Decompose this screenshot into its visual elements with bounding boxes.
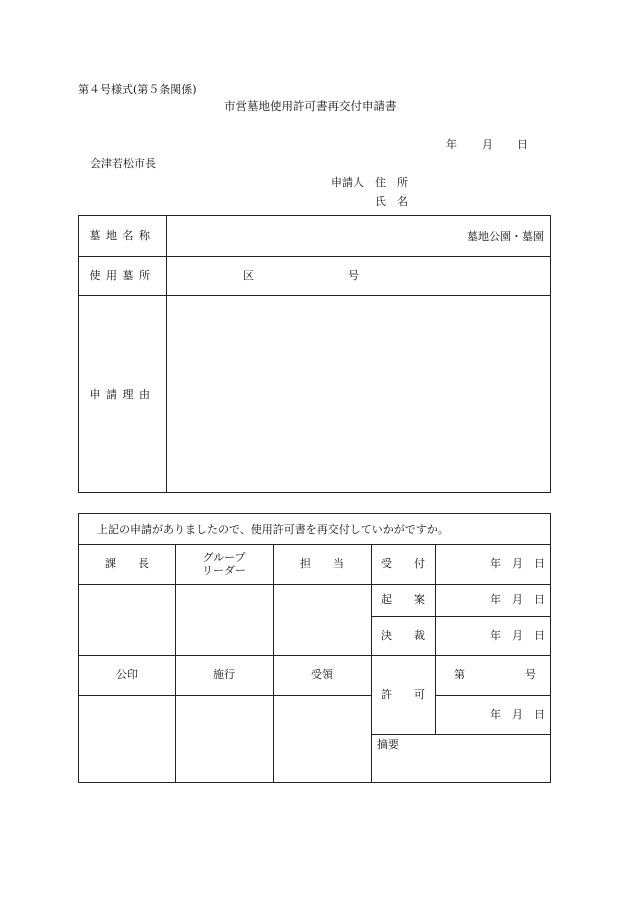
seal-box[interactable] — [79, 696, 175, 783]
decided-date[interactable]: 年 月 日 — [490, 628, 545, 642]
applicant-name-label: 氏 名 — [375, 195, 408, 208]
group-leader-header: グループ リーダー — [202, 550, 246, 577]
receipt-box[interactable] — [274, 696, 371, 783]
date-month: 月 — [482, 138, 493, 151]
drafted-header: 起 案 — [381, 593, 425, 607]
application-table — [78, 215, 551, 493]
applicant-address-label: 住 所 — [375, 176, 408, 189]
reason-label: 申請理由 — [89, 387, 156, 401]
approval-table — [78, 513, 551, 783]
cemetery-name-value: 墓地公園・墓園 — [467, 230, 544, 243]
number-label: 号 — [348, 269, 359, 282]
date-year: 年 — [446, 138, 457, 151]
reason-field[interactable] — [167, 296, 550, 492]
form-number: 第４号様式(第５条関係) — [78, 83, 197, 96]
group-leader-stamp-box[interactable] — [176, 585, 273, 655]
ward-label: 区 — [243, 269, 254, 282]
permit-date[interactable]: 年 月 日 — [490, 707, 545, 721]
addressee: 会津若松市長 — [90, 157, 156, 170]
date-day: 日 — [517, 138, 528, 151]
received-header: 受 付 — [381, 557, 425, 571]
decided-header: 決 裁 — [381, 628, 425, 642]
seal-header: 公印 — [116, 668, 138, 682]
permit-number-suffix: 号 — [525, 668, 536, 681]
applicant-label: 申請人 — [331, 176, 364, 189]
received-date[interactable]: 年 月 日 — [490, 557, 545, 571]
section-chief-header: 課 長 — [105, 557, 149, 571]
location-label: 使用墓所 — [89, 268, 156, 282]
enforcement-box[interactable] — [176, 696, 273, 783]
person-in-charge-stamp-box[interactable] — [274, 585, 371, 655]
drafted-date[interactable]: 年 月 日 — [490, 593, 545, 607]
receipt-header: 受領 — [311, 668, 333, 682]
form-title: 市営墓地使用許可書再交付申請書 — [224, 99, 397, 113]
permit-header: 許 可 — [381, 687, 425, 701]
summary-label: 摘要 — [377, 738, 399, 751]
summary-field[interactable] — [372, 735, 550, 782]
cemetery-name-label: 墓地名称 — [89, 229, 156, 243]
person-in-charge-header: 担 当 — [300, 557, 344, 571]
approval-notice: 上記の申請がありましたので、使用許可書を再交付していかがですか。 — [97, 523, 449, 536]
section-chief-stamp-box[interactable] — [79, 585, 175, 655]
enforcement-header: 施行 — [213, 668, 235, 682]
permit-number-prefix: 第 — [454, 668, 465, 681]
